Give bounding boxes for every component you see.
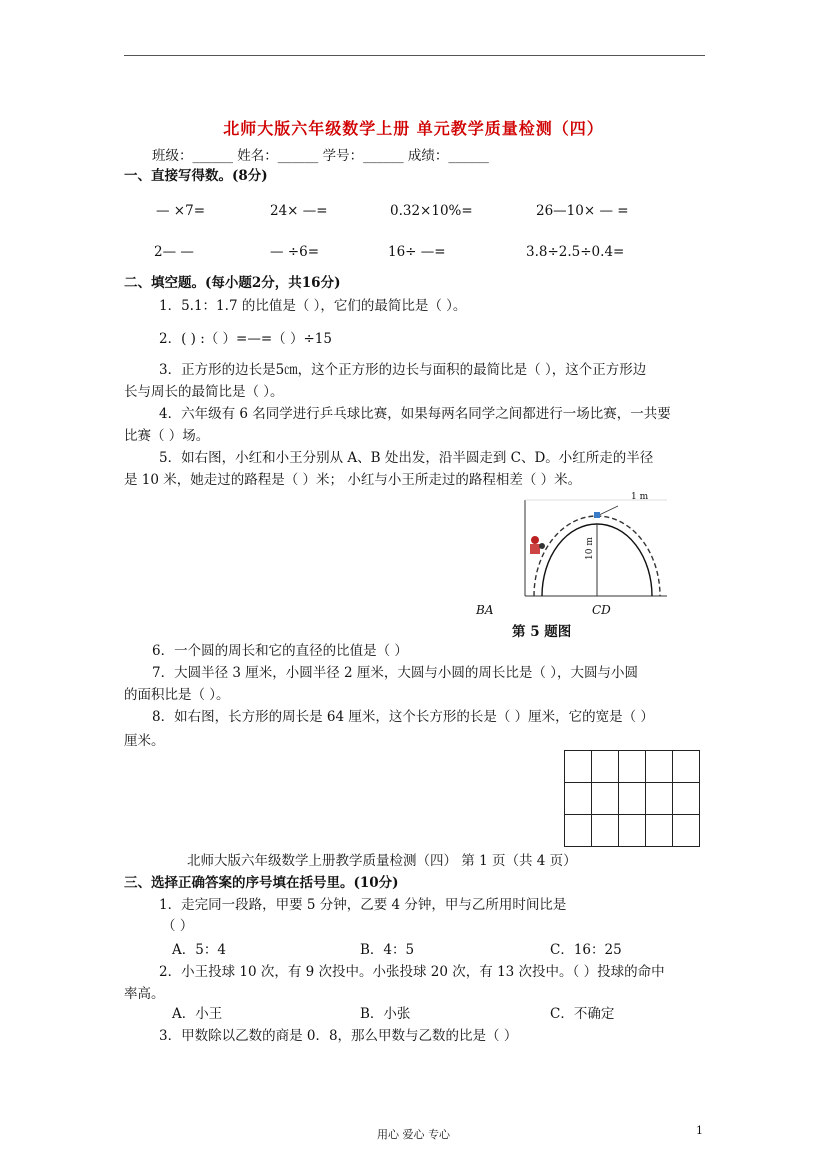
calc-item: 3.8÷2.5÷0.4= bbox=[526, 244, 625, 260]
calc-item: 24× —= bbox=[270, 203, 328, 219]
question-2-7: 7．大圆半径 3 厘米，小圆半径 2 厘米，大圆与小圆的周长比是（ ），大圆与小圆 bbox=[152, 665, 638, 681]
calc-item: 2— — bbox=[154, 244, 194, 260]
question-2-4: 4．六年级有 6 名同学进行乒乓球比赛，如果每两名同学之间都进行一场比赛，一共要 bbox=[159, 406, 671, 422]
calc-item: — ×7= bbox=[156, 203, 206, 219]
question-2-8: 8．如右图，长方形的周长是 64 厘米，这个长方形的长是（ ）厘米，它的宽是（ ） bbox=[152, 709, 654, 725]
question-3-2: 2．小王投球 10 次，有 9 次投中。小张投球 20 次，有 13 次投中。（ ）投球的命中 bbox=[159, 964, 665, 980]
question-2-5: 5．如右图，小红和小王分别从 A、B 处出发，沿半圆走到 C、D。小红所走的半径 bbox=[159, 450, 654, 466]
rectangle-grid-figure bbox=[564, 750, 700, 847]
fig5-label-ba: BA bbox=[476, 603, 494, 617]
question-3-1-blank: （ ） bbox=[162, 918, 194, 934]
option-3-2-a: A．小王 bbox=[172, 1006, 223, 1022]
calc-item: 26—10× — = bbox=[536, 203, 629, 219]
student-info-line: 班级：______ 姓名：______ 学号：______ 成绩：______ bbox=[152, 148, 489, 164]
question-2-7-cont: 的面积比是（ ）。 bbox=[124, 687, 230, 703]
option-3-1-a: A．5：4 bbox=[172, 942, 226, 958]
semicircle-figure bbox=[470, 490, 670, 622]
fig5-caption: 第 5 题图 bbox=[512, 624, 572, 640]
section3-heading: 三、选择正确答案的序号填在括号里。(10分) bbox=[124, 875, 399, 891]
question-2-5-cont: 是 10 米，她走过的路程是（ ）米； 小红与小王所走过的路程相差（ ）米。 bbox=[124, 472, 582, 488]
question-3-2-cont: 率高。 bbox=[124, 986, 165, 1002]
option-3-2-b: B．小张 bbox=[360, 1006, 411, 1022]
page-number: 1 bbox=[696, 1124, 703, 1137]
page-footer-line: 北师大版六年级数学上册教学质量检测（四） 第 1 页（共 4 页） bbox=[187, 853, 577, 869]
question-2-6: 6．一个圆的周长和它的直径的比值是（ ） bbox=[152, 643, 408, 659]
calc-item: — ÷6= bbox=[270, 244, 320, 260]
question-3-1: 1．走完同一段路，甲要 5 分钟，乙要 4 分钟，甲与乙所用时间比是 bbox=[159, 897, 567, 913]
option-3-1-b: B．4：5 bbox=[360, 942, 415, 958]
fig5-label-cd: CD bbox=[592, 603, 611, 617]
question-2-3-cont: 长与周长的最简比是（ ）。 bbox=[124, 384, 284, 400]
document-title: 北师大版六年级数学上册 单元教学质量检测（四） bbox=[223, 119, 604, 138]
section2-heading: 二、填空题。(每小题2分，共16分) bbox=[124, 275, 341, 291]
option-3-2-c: C．不确定 bbox=[550, 1006, 615, 1022]
fig5-label-1m: 1 m bbox=[631, 492, 649, 502]
calc-item: 0.32×10%= bbox=[390, 203, 473, 219]
question-2-8-cont: 厘米。 bbox=[124, 733, 165, 749]
calc-item: 16÷ —= bbox=[388, 244, 446, 260]
fig5-label-10m: 10 m bbox=[585, 537, 595, 560]
header-rule bbox=[124, 55, 705, 56]
question-2-4-cont: 比赛（ ）场。 bbox=[124, 428, 210, 444]
question-2-1: 1．5.1：1.7 的比值是（ ），它们的最简比是（ ）。 bbox=[159, 298, 467, 314]
question-3-3: 3．甲数除以乙数的商是 0．8，那么甲数与乙数的比是（ ） bbox=[159, 1028, 518, 1044]
question-2-2: 2．( ) :（ ）=—=（ ）÷15 bbox=[159, 331, 332, 347]
option-3-1-c: C．16：25 bbox=[550, 942, 622, 958]
bottom-footer: 用心 爱心 专心 bbox=[377, 1128, 450, 1141]
question-2-3: 3．正方形的边长是5㎝，这个正方形的边长与面积的最简比是（ ），这个正方形边 bbox=[159, 362, 647, 378]
section1-heading: 一、直接写得数。(8分) bbox=[124, 168, 268, 184]
